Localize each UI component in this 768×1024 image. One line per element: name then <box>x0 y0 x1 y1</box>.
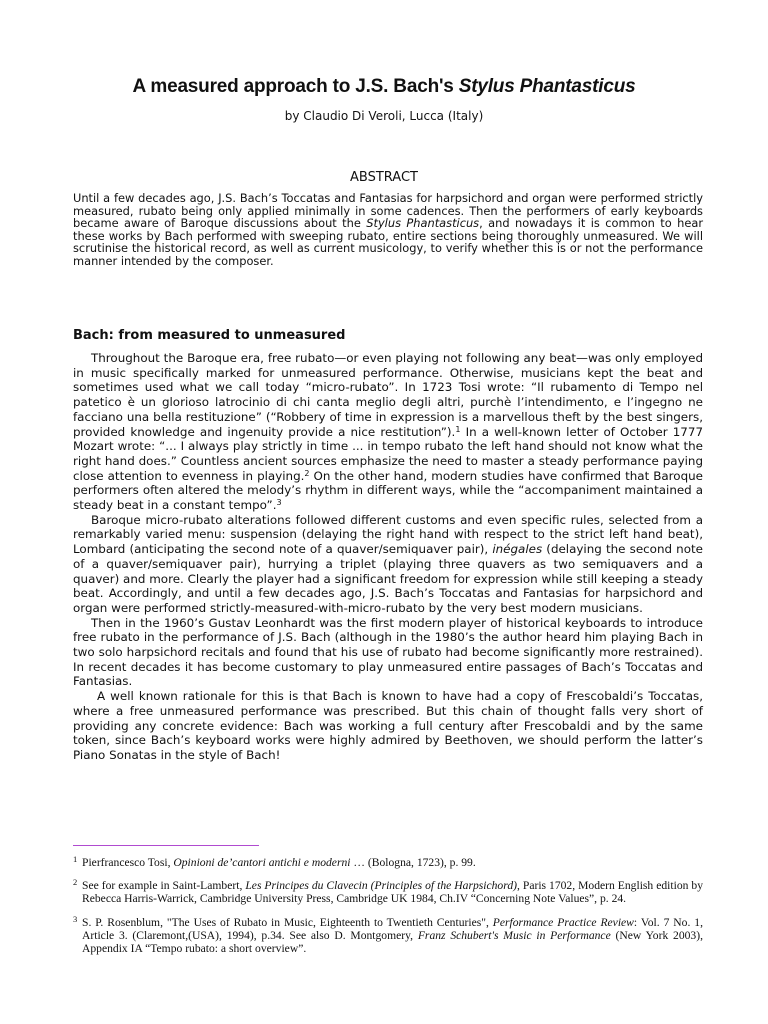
paragraph-2: Baroque micro-rubato alterations followed different customs and even specific rules, selected from a remarkably varied menu: suspension (delaying the right hand with respect to the strict left hand beat), Lombard (anticipating the second note of a quaver/semiquaver pair), inégales (delaying the second note of a quaver/semiquaver pair), hurrying a triplet (playing three quavers as two semiquavers and a quaver) and more. Clearly the player had a significant freedom for expression while still keeping a steady beat. Accordingly, and until a few decades ago, J.S. Bach’s Toccatas and Fantasias for harpsichord and organ were performed strictly-measured-with-micro-rubato by the very best modern musicians. <box>73 512 703 615</box>
abstract-italic: Stylus Phantasticus <box>366 216 480 230</box>
footnote-mark-3: 3 <box>73 913 78 924</box>
footnote-mark-2: 2 <box>73 877 78 888</box>
title-italic: Stylus Phantasticus <box>458 76 636 97</box>
author-byline: by Claudio Di Veroli, Lucca (Italy) <box>284 109 484 123</box>
abstract-heading: ABSTRACT <box>350 170 418 185</box>
footnote-2: 2 See for example in Saint-Lambert, Les Principes du Clavecin (Principles of the Harpsichord), Paris 1702, Modern English edition by Rebecca Harris-Warrick, Cambridge University Press, Cambridge UK 1984, Ch.IV “Concerning Note Values”, p. 24. <box>73 877 703 906</box>
section-body <box>73 351 703 763</box>
footnote-separator <box>73 845 259 846</box>
paragraph-1: Throughout the Baroque era, free rubato—or even playing not following any beat—was only employed in music specifically marked for unmeasured performance. Otherwise, musicians kept the beat and sometimes used what we call today “micro-rubato”. In 1723 Tosi wrote: “Il rubamento di Tempo nel patetico è un glorioso latrocinio di chi canta meglio degli altri, purchè l’intendimento, e l’ingegno ne facciano una bella restituzione” (“Robbery of time in expression is a marvellous theft by the best singers, provided knowledge and ingenuity provide a nice restitution”).$^1$ In a well-known letter of October 1777 Mozart wrote: “... I always play strictly in time ... in tempo rubato the left hand should not know what the right hand does.” Countless ancient sources emphasize the need to master a steady performance paying close attention to evenness in playing.$^2$ On the other hand, modern studies have confirmed that Baroque performers often altered the melody’s rhythm in different ways, while the “accompaniment maintained a steady beat in a constant tempo”.$^3$ <box>73 351 704 513</box>
section-heading: Bach: from measured to unmeasured <box>73 328 346 343</box>
footnote-ref-2[interactable]: 2 <box>304 468 310 478</box>
paragraph-3: Then in the 1960’s Gustav Leonhardt was the first modern player of historical keyboards to introduce free rubato in the performance of J.S. Bach (although in the 1980’s the author heard him playing Bach in two solo harpsichord recitals and found that his use of rubato had become significantly more restrained). In recent decades it has become customary to play unmeasured entire passages of Bach’s Toccatas and Fantasias. <box>73 615 703 689</box>
footnote-1: 1 Pierfrancesco Tosi, Opinioni de’cantori antichi e moderni … (Bologna, 1723), p. 99. <box>73 854 476 869</box>
footnote-mark-1: 1 <box>73 854 78 864</box>
paper-title <box>0 76 768 98</box>
paragraph-4: A well known rationale for this is that Bach is known to have had a copy of Frescobaldi’s Toccatas, where a free unmeasured performance was prescribed. But this chain of thought falls very short of providing any concrete evidence: Bach was working a full century after Frescobaldi and by the same token, since Bach’s keyboard works were highly admired by Beethoven, we should perform the latter’s Piano Sonatas in the style of Bach! <box>73 689 703 762</box>
footnote-ref-1[interactable]: 1 <box>455 424 461 434</box>
abstract-text: Until a few decades ago, J.S. Bach’s Toccatas and Fantasias for harpsichord and organ were performed strictly measured, rubato being only applied minimally in some cadences. Then the performers of early keyboards became aware of Baroque discussions about the Stylus Phantasticus, and nowadays it is common to hear these works by Bach performed with sweeping rubato, entire sections being thoroughly unmeasured. We will scrutinise the historical record, as well as current musicology, to verify whether this is or not the performance manner intended by the composer. <box>73 191 703 268</box>
title-main: A measured approach to J.S. Bach's <box>132 76 459 97</box>
footnote-ref-3[interactable]: 3 <box>276 498 282 508</box>
footnote-3: 3 S. P. Rosenblum, "The Uses of Rubato in Music, Eighteenth to Twentieth Centuries", Performance Practice Review: Vol. 7 No. 1, Article 3. (Claremont,(USA), 1994), p.34. See also D. Montgomery, Franz Schubert's Music in Performance (New York 2003), Appendix IA “Tempo rubato: a short overview”. <box>73 913 703 956</box>
footnotes <box>73 856 703 965</box>
